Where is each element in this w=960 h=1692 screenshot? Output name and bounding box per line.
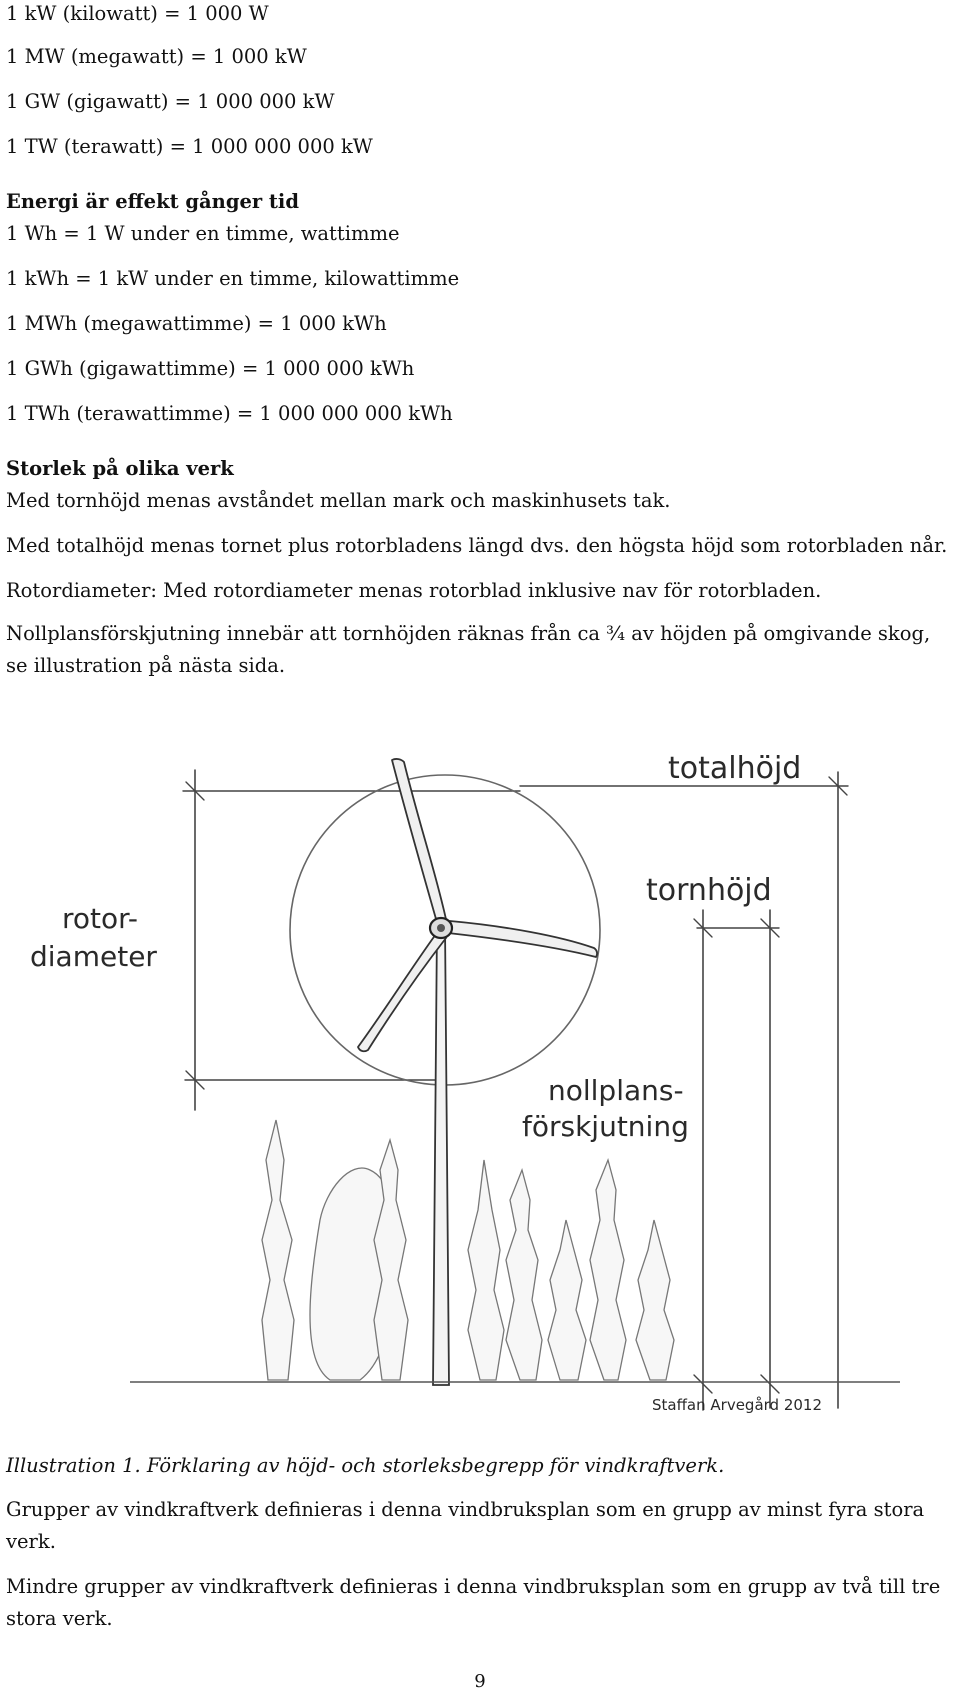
label-nollplans-line2: förskjutning [522,1110,689,1143]
sizes-tornhojd: Med tornhöjd menas avståndet mellan mark och maskinhusets tak. [6,489,671,512]
label-tornhojd: tornhöjd [646,873,772,908]
energy-kwh: 1 kWh = 1 kW under en timme, kilowattimme [6,267,460,290]
energy-wh: 1 Wh = 1 W under en timme, wattimme [6,222,400,245]
unit-kw: 1 kW (kilowatt) = 1 000 W [6,2,269,25]
label-rotor-line2: diameter [30,940,157,973]
sizes-heading: Storlek på olika verk [6,457,234,480]
sizes-totalhojd: Med totalhöjd menas tornet plus rotorbladens längd dvs. den högsta höjd som rotorbladen når. [6,534,948,557]
wind-turbine-illustration [0,720,960,1440]
energy-twh: 1 TWh (terawattimme) = 1 000 000 000 kWh [6,402,453,425]
label-totalhojd: totalhöjd [668,751,802,786]
label-rotor-line1: rotor- [62,902,138,935]
label-nollplans-line1: nollplans- [548,1074,684,1107]
groups-mindre: Mindre grupper av vindkraftverk definieras i denna vindbruksplan som en grupp av två till tre stora verk. [6,1575,941,1630]
unit-tw: 1 TW (terawatt) = 1 000 000 000 kW [6,135,373,158]
energy-heading: Energi är effekt gånger tid [6,190,299,213]
energy-gwh: 1 GWh (gigawattimme) = 1 000 000 kWh [6,357,415,380]
artist-signature: Staffan Arvegård 2012 [652,1396,823,1414]
sizes-rotordiameter: Rotordiameter: Med rotordiameter menas rotorblad inklusive nav för rotorbladen. [6,579,822,602]
sizes-nollplans: Nollplansförskjutning innebär att tornhöjden räknas från ca ¾ av höjden på omgivande skog, se illustration på nästa sida. [6,622,931,677]
energy-mwh: 1 MWh (megawattimme) = 1 000 kWh [6,312,387,335]
groups-grupper: Grupper av vindkraftverk definieras i denna vindbruksplan som en grupp av minst fyra stora verk. [6,1498,925,1553]
unit-gw: 1 GW (gigawatt) = 1 000 000 kW [6,90,335,113]
illustration-caption: Illustration 1. Förklaring av höjd- och storleksbegrepp för vindkraftverk. [6,1454,725,1477]
page-number: 9 [474,1671,486,1692]
unit-mw: 1 MW (megawatt) = 1 000 kW [6,45,307,68]
